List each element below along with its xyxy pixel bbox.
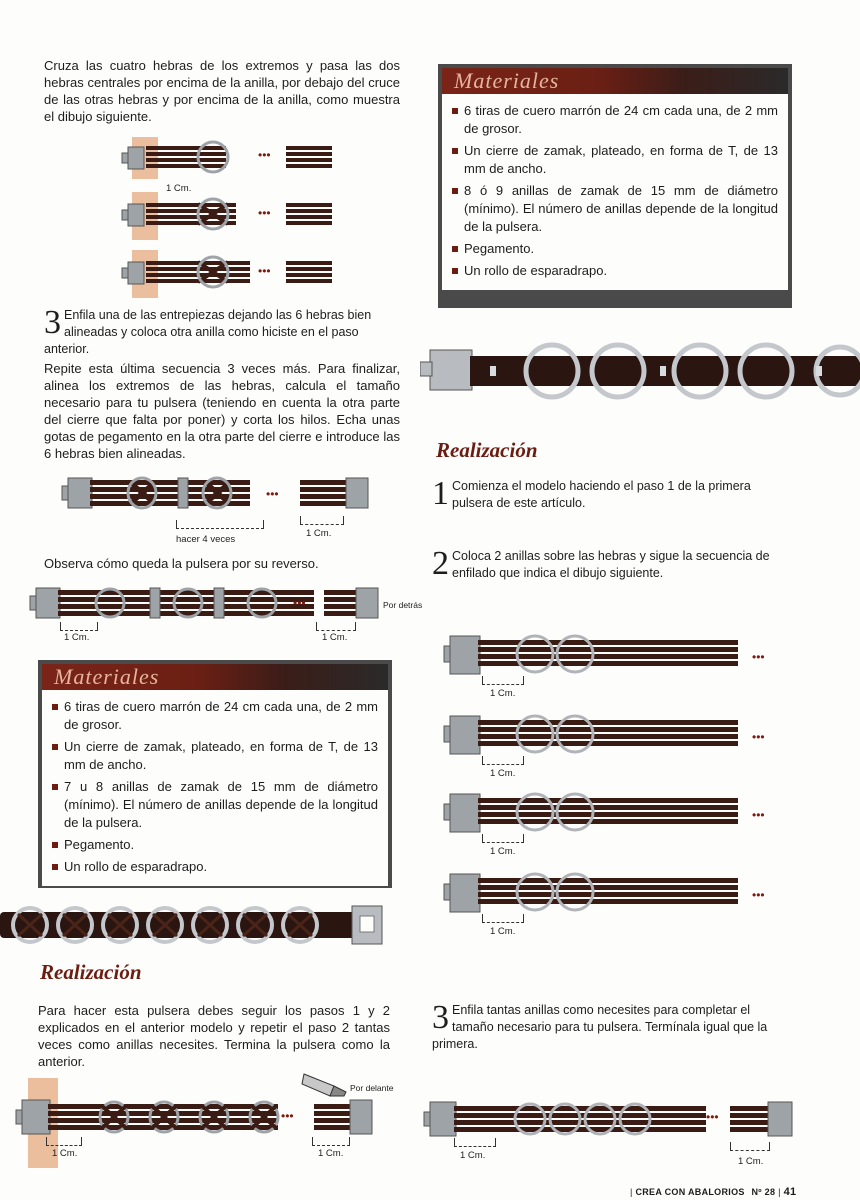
cm-left: 1 Cm. [64,632,90,643]
step-3-left [44,304,402,358]
step-1-right [432,475,790,512]
materials-box-left [38,660,392,888]
bracket-seq-2 [482,756,524,765]
step-text: Coloca 2 anillas sobre las hebras y sigue la secuencia de enfilado que indica el dibujo siguiente. [452,549,770,580]
bracket-seq-1 [482,676,524,685]
materials-item: Un rollo de esparadrapo. [52,858,378,876]
sequence-row-1 [444,636,738,674]
dots-front: ••• [281,1109,294,1123]
bracket-left [60,622,98,631]
step-2-right [432,545,790,582]
realizacion-heading-left: Realización [40,960,142,984]
bracket-front-left [46,1137,82,1146]
bracket-seq-3 [482,834,524,843]
intro-paragraph: Cruza las cuatro hebras de los extremos y pasa las dos hebras centrales por encima de la anilla, por debajo del cruce de las otras hebras y por encima de la anilla, como muestra el dibujo siguiente. [44,58,400,124]
glue-tube-icon [300,1066,350,1106]
bracket-repeat [176,520,264,529]
materials-list [52,698,378,876]
cm-seq-4: 1 Cm. [490,926,516,937]
materials-list-wrap [442,94,788,290]
cm-final-right: 1 Cm. [738,1156,764,1167]
cm-right: 1 Cm. [322,632,348,643]
realizacion-heading-right: Realización [436,438,538,462]
step-number: 1 [432,475,449,512]
bracket-right [316,622,356,631]
cm-seq-3: 1 Cm. [490,846,516,857]
step-text: Enfila una de las entrepiezas dejando las 6 hebras bien alineadas y coloca otra anilla como hiciste en el paso anterior. [44,308,372,356]
materials-item: Pegamento. [452,240,778,258]
cm-front-left: 1 Cm. [52,1148,78,1159]
dots-row-1: ••• [258,148,271,162]
realizacion-text-left: Para hacer esta pulsera debes seguir los pasos 1 y 2 explicados en el anterior modelo y repetir el paso 2 tantas veces como anillas necesites. Termina la pulsera como la anterior. [38,1003,390,1069]
materials-title-bar [442,68,788,94]
materials-item: Un rollo de esparadrapo. [452,262,778,280]
dots-final: ••• [706,1110,719,1124]
step-text: Comienza el modelo haciendo el paso 1 de la primera pulsera de este artículo. [452,479,751,510]
magazine-name: CREA CON ABALORIOS [635,1187,745,1197]
repeat-label: hacer 4 veces [176,534,236,545]
bracket-seq-4 [482,914,524,923]
reverse-paragraph: Observa cómo queda la pulsera por su reverso. [44,556,319,571]
step-text: Enfila tantas anillas como necesites para completar el tamaño necesario para tu pulsera. Termínala igual que la primera. [432,1003,768,1051]
materials-list-wrap [42,690,388,886]
materials-list [452,102,778,280]
back-label: Por detrás [383,600,423,610]
front-label: Por delante [350,1083,394,1093]
step-number: 3 [432,999,449,1036]
dots-row-2: ••• [258,206,271,220]
sequence-row-2 [444,716,738,754]
dots-reverse: ••• [293,596,306,610]
sequence-row-3 [444,794,738,832]
issue-number: Nº 28 [751,1187,776,1197]
dots-seq: ••• [266,487,279,501]
cm-seq-2: 1 Cm. [490,768,516,779]
bracket-front-right [312,1137,350,1146]
bracket-final-right [730,1142,770,1151]
reverse-diagram [28,583,384,623]
footer-divider: | [778,1187,781,1197]
final-diagram [420,1098,800,1142]
bracelet-photo-right [420,336,860,406]
materials-title-bar [42,664,388,690]
bracelet-photo-left [0,896,396,956]
materials-title: Materiales [454,68,560,93]
materials-item: 6 tiras de cuero marrón de 24 cm cada una, de 2 mm de grosor. [452,102,778,138]
cm-label-2: 1 Cm. [306,528,332,539]
sequence-row-4 [444,874,738,912]
cm-label: 1 Cm. [166,183,192,194]
diagram-row-2 [122,192,332,240]
step-number: 3 [44,304,61,341]
materials-item: Un cierre de zamak, plateado, en forma de T, de 13 mm de ancho. [452,142,778,178]
dots-seq-2: ••• [752,730,765,744]
dots-seq-4: ••• [752,888,765,902]
cm-seq-1: 1 Cm. [490,688,516,699]
materials-item: Un cierre de zamak, plateado, en forma de T, de 13 mm de ancho. [52,738,378,774]
bracket-final-left [454,1138,496,1147]
footer-divider: | [630,1187,633,1197]
materials-item: 7 u 8 anillas de zamak de 15 mm de diámetro (mínimo). El número de anillas depende de la longitud de la pulsera. [52,778,378,832]
materials-item: Pegamento. [52,836,378,854]
materials-item: 6 tiras de cuero marrón de 24 cm cada una, de 2 mm de grosor. [52,698,378,734]
dots-seq-3: ••• [752,808,765,822]
crossing-diagram [118,132,348,302]
repeat-paragraph: Repite esta última secuencia 3 veces más. Para finalizar, alinea los extremos de las hebras, calcula el tamaño necesario para tu pulsera (teniendo en cuenta la otra parte del cierre que falta por poner) y corta los hilos. Echa unas gotas de pegamento en la otra parte del cierre e introduce las 6 hebras bien alineadas. [44,361,400,461]
step-number: 2 [432,545,449,582]
cm-final-left: 1 Cm. [460,1150,486,1161]
diagram-row-3 [122,250,332,298]
materials-title: Materiales [54,664,160,689]
materials-item: 8 ó 9 anillas de zamak de 15 mm de diámetro (mínimo). El número de anillas depende de la longitud de la pulsera. [452,182,778,236]
full-sequence-diagram [60,472,380,516]
page-number: 41 [783,1186,797,1198]
diagram-row-1 [122,137,332,179]
step-3-right [432,999,790,1053]
dots-seq-1: ••• [752,650,765,664]
materials-box-right [438,64,792,308]
ring-sequence-diagram [440,630,750,920]
page-footer [630,1186,796,1198]
bracket-cm [300,516,344,525]
cm-front-right: 1 Cm. [318,1148,344,1159]
dots-row-3: ••• [258,264,271,278]
